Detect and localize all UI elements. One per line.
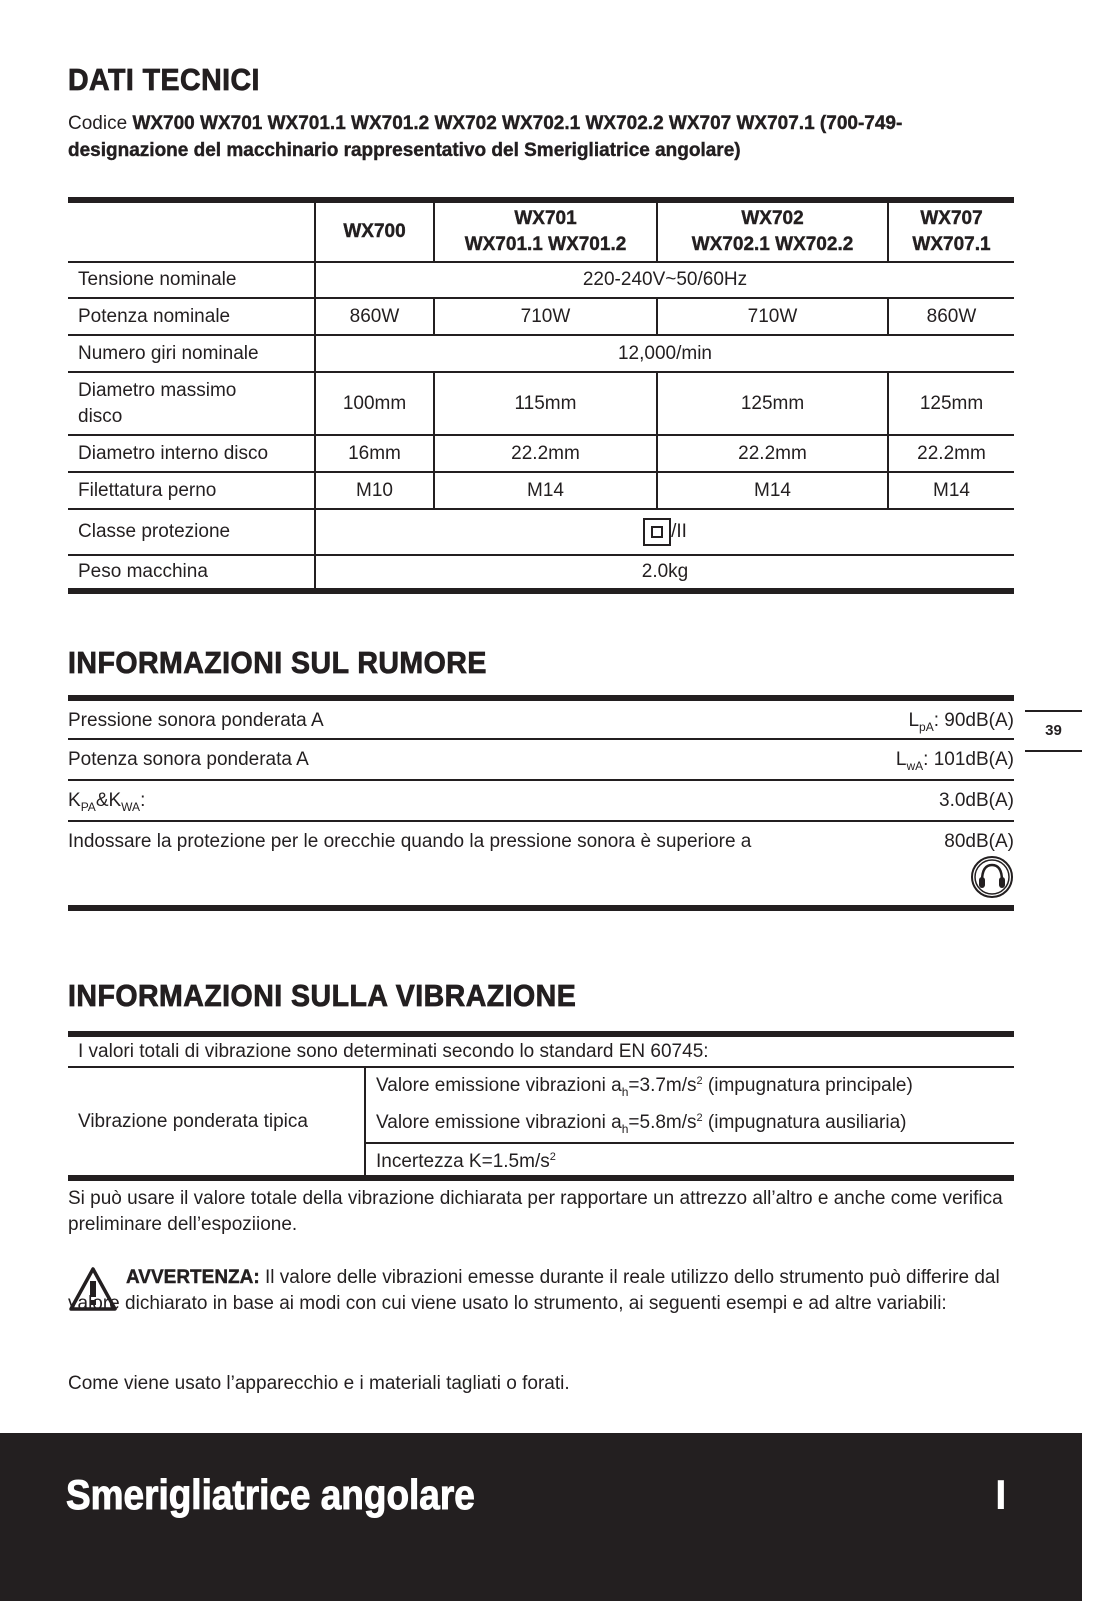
- specs-table: [68, 197, 1014, 594]
- table-row: Incertezza $K=1.5m/s^2$: [376, 1151, 556, 1172]
- table-row: Potenza sonora ponderata A $L_{wA}$: 101dB(A): [68, 739, 1014, 780]
- header-col: WX707 WX707.1: [888, 200, 1014, 262]
- footer-title: Smerigliatrice angolare: [66, 1471, 475, 1518]
- table-header: [68, 200, 1014, 262]
- table-row: Peso macchina 2.0kg: [68, 555, 1014, 591]
- ear-protection-icon: [970, 855, 1014, 899]
- page-number: 39: [1025, 710, 1082, 752]
- table-row: I valori totali di vibrazione sono determinati secondo lo standard EN 60745:: [68, 1034, 1014, 1067]
- table-row: Tensione nominale 220-240V~50/60Hz: [68, 262, 1014, 298]
- table-row: Pressione sonora ponderata A $L_{pA}$: 90dB(A): [68, 698, 1014, 739]
- table-row: Diametro massimo disco 100mm 115mm 125mm 125mm: [68, 372, 1014, 435]
- double-insulation-icon: [643, 518, 671, 546]
- header-col: WX701 WX701.1 WX701.2: [434, 200, 657, 262]
- usage-example: Come viene usato l’apparecchio e i materiali tagliati o forati.: [68, 1373, 570, 1394]
- table-row: Numero giri nominale 12,000/min: [68, 335, 1014, 372]
- table-row: Classe protezione /II: [68, 509, 1014, 555]
- model-codes: [68, 110, 1018, 164]
- vibration-note: Si può usare il valore totale della vibrazione dichiarata per rapportare un attrezzo all’altro e anche come verifica preliminare dell’espoziione.: [68, 1188, 1003, 1235]
- noise-table: [68, 695, 1014, 911]
- header-col: WX700: [315, 200, 434, 262]
- footer-band: [0, 1433, 1082, 1601]
- table-row: Vibrazione ponderata tipica Valore emissione vibrazioni $a_h=3.7m/s^2$ (impugnatura principale) Valore emissione vibrazioni $a_h=5.8m/s^2$ (impugnatura ausiliaria): [68, 1067, 1014, 1143]
- vibration-title: INFORMAZIONI SULLA VIBRAZIONE: [68, 978, 577, 1013]
- table-row: $K_{PA}\&K_{WA}$: 3.0dB(A): [68, 780, 1014, 821]
- noise-title: INFORMAZIONI SUL RUMORE: [68, 645, 487, 680]
- code-models: WX700 WX701 WX701.1 WX701.2 WX702 WX702.1 WX702.2 WX707 WX707.1 (700-749-designazione del macchinario rappresentativo del Smerigliatrice angolare): [68, 113, 903, 161]
- specs-title: DATI TECNICI: [68, 62, 260, 97]
- table-row: Filettatura perno M10 M14 M14 M14: [68, 472, 1014, 509]
- table-row: Potenza nominale 860W 710W 710W 860W: [68, 298, 1014, 335]
- table-row: Indossare la protezione per le orecchie quando la pressione sonora è superiore a 80dB(A): [68, 821, 1014, 908]
- table-row: Diametro interno disco 16mm 22.2mm 22.2mm 22.2mm: [68, 435, 1014, 472]
- vibration-table: [68, 1031, 1014, 1181]
- warning-paragraph: AVVERTENZA: Il valore delle vibrazioni emesse durante il reale utilizzo dello strumento può differire dal valore dichiarato in base ai modi con cui viene usato lo strumento, ai seguenti esempi e ad altre variabili:: [68, 1267, 1000, 1314]
- language-marker: I: [995, 1471, 1007, 1518]
- code-label: Codice: [68, 113, 128, 134]
- header-col: WX702 WX702.1 WX702.2: [657, 200, 888, 262]
